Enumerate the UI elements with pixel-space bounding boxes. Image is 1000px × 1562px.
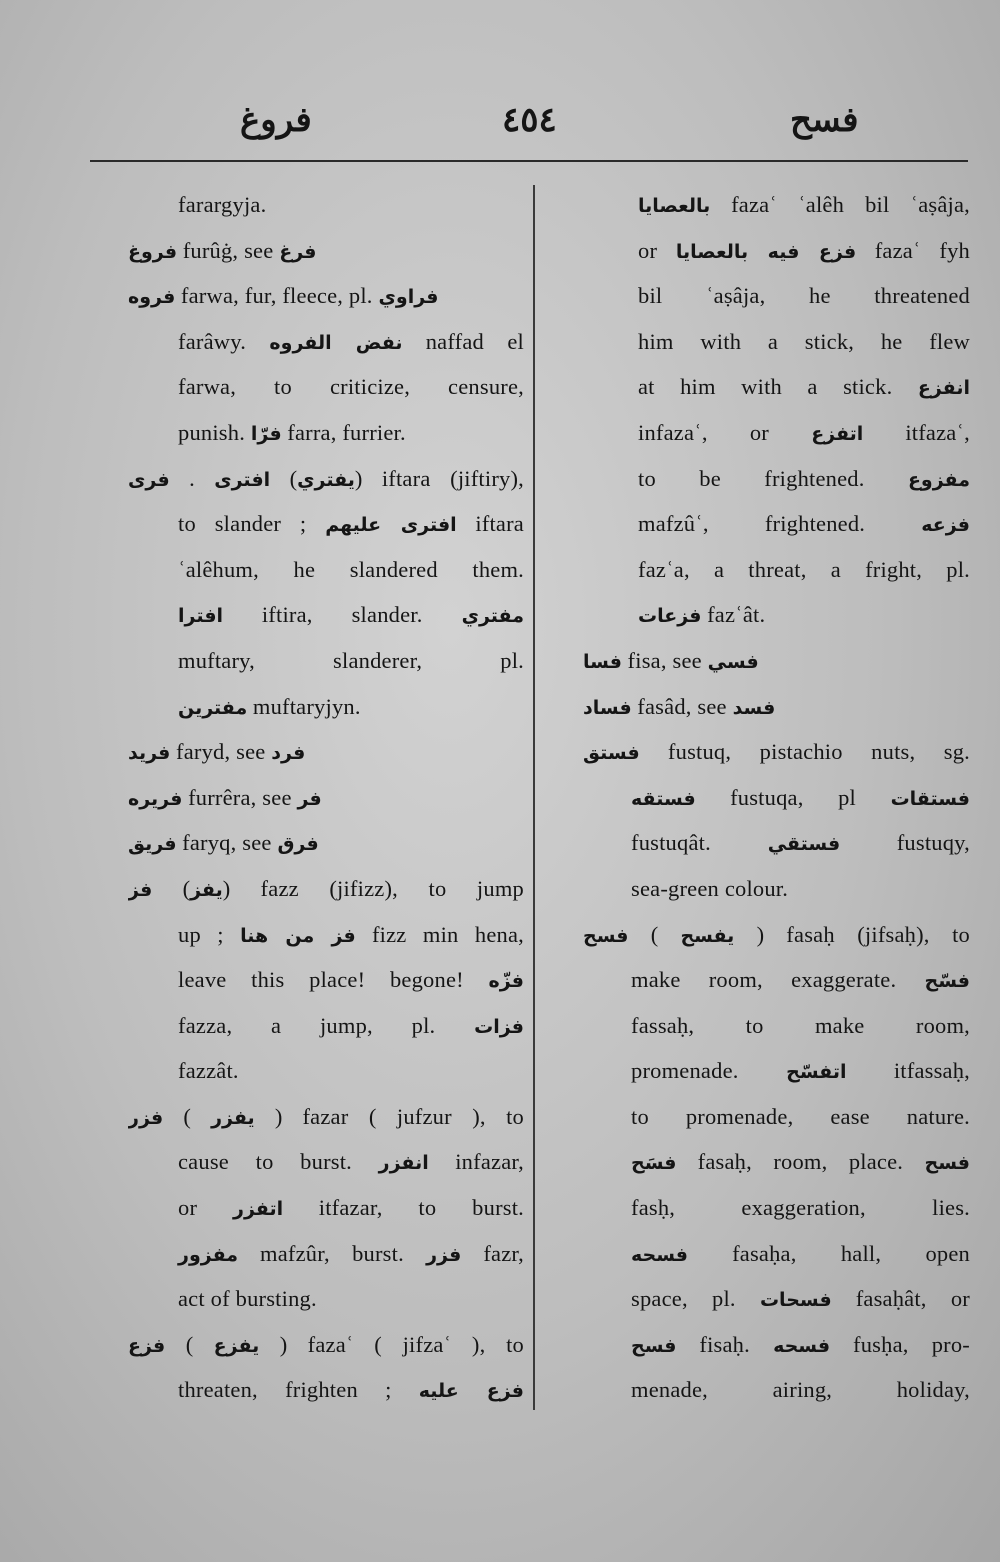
dictionary-line: leave this place! begone! فزّه: [178, 967, 524, 993]
header-right-word: فسح: [790, 102, 859, 139]
dictionary-line: farwa, to criticize, censure,: [178, 374, 524, 400]
dictionary-line: mafzûʿ, frightened. فزعه: [638, 511, 970, 537]
dictionary-line: him with a stick, he flew: [638, 328, 970, 354]
dictionary-line: فروه farwa, fur, fleece, pl. فراوي: [128, 283, 439, 309]
dictionary-line: fazʿa, a threat, a fright, pl.: [638, 556, 970, 582]
dictionary-line: or اتفزر itfazar, to burst.: [178, 1195, 524, 1221]
dictionary-line: فسحه fasaḥa, hall, open: [631, 1240, 970, 1266]
dictionary-line: infazaʿ, or اتفزع itfazaʿ,: [638, 419, 970, 445]
dictionary-line: at him with a stick. انفزع: [638, 374, 970, 400]
page-number: ٤٥٤: [502, 102, 557, 139]
dictionary-line: فسح ( يفسح ) fasaḥ (jifsaḥ), to: [583, 921, 970, 947]
dictionary-line: فرى . افترى (يفتري) iftara (jiftiry),: [128, 465, 524, 491]
left-column: [128, 182, 524, 1413]
dictionary-line: fassaḥ, to make room,: [631, 1012, 970, 1038]
dictionary-line: muftary, slanderer, pl.: [178, 647, 524, 673]
dictionary-line: فز (يفز) fazz (jifizz), to jump: [128, 875, 524, 901]
header-left-word: فروغ: [240, 102, 312, 139]
dictionary-line: space, pl. فسحات fasaḥât, or: [631, 1286, 970, 1312]
dictionary-line: farargyja.: [178, 192, 267, 217]
dictionary-line: to slander ; افترى عليهم iftara: [178, 511, 524, 537]
dictionary-line: punish. فرّا farra, furrier.: [178, 419, 406, 445]
dictionary-line: or فزع فيه بالعصايا fazaʿ fyh: [638, 237, 970, 263]
dictionary-line: فسا fisa, see فسي: [583, 647, 759, 673]
dictionary-line: threaten, frighten ; فزع عليه: [178, 1377, 524, 1403]
dictionary-line: ʿalêhum, he slandered them.: [178, 556, 524, 582]
dictionary-line: فستق fustuq, pistachio nuts, sg.: [583, 739, 970, 765]
dictionary-line: fustuqât. فستقي fustuqy,: [631, 830, 970, 856]
dictionary-line: up ; فز من هنا fizz min hena,: [178, 921, 524, 947]
dictionary-line: بالعصايا fazaʿ ʿalêh bil ʿaṣâja,: [638, 192, 970, 217]
dictionary-line: فزعات fazʿât.: [638, 602, 766, 628]
dictionary-line: farâwy. نفض الفروه naffad el: [178, 328, 524, 354]
dictionary-line: فروغ furûġ, see فرغ: [128, 237, 317, 263]
dictionary-line: fazzât.: [178, 1058, 239, 1084]
column-divider: [533, 185, 535, 1410]
dictionary-line: bil ʿaṣâja, he threatened: [638, 283, 970, 309]
dictionary-line: make room, exaggerate. فسّح: [631, 967, 970, 993]
dictionary-line: مفزور mafzûr, burst. فزر fazr,: [178, 1240, 524, 1266]
dictionary-line: فسَح fasaḥ, room, place. فسح: [631, 1149, 970, 1175]
dictionary-line: فساد fasâd, see فسد: [583, 693, 776, 719]
dictionary-line: menade, airing, holiday,: [631, 1377, 970, 1403]
right-column: [583, 182, 970, 1413]
dictionary-line: مفترين muftaryjyn.: [178, 693, 361, 719]
dictionary-line: فستقه fustuqa, pl فستقات: [631, 784, 970, 810]
dictionary-line: act of bursting.: [178, 1286, 317, 1312]
dictionary-line: promenade. اتفسّح itfassaḥ,: [631, 1058, 970, 1084]
dictionary-line: فزع ( يفزع ) fazaʿ ( jifzaʿ ), to: [128, 1331, 524, 1357]
dictionary-line: فريق faryq, see فرق: [128, 830, 319, 856]
dictionary-line: fasḥ, exaggeration, lies.: [631, 1195, 970, 1221]
dictionary-line: فسح fisaḥ. فسحه fusḥa, pro-: [631, 1331, 970, 1357]
dictionary-line: افترا iftira, slander. مفتري: [178, 602, 524, 628]
dictionary-line: cause to burst. انفزر infazar,: [178, 1149, 524, 1175]
dictionary-line: فريد faryd, see فرد: [128, 739, 306, 765]
dictionary-line: sea-green colour.: [631, 875, 789, 901]
header-rule: [90, 160, 968, 162]
dictionary-line: فريره furrêra, see فر: [128, 784, 322, 810]
running-header: [90, 100, 965, 150]
dictionary-line: فزر ( يفزر ) fazar ( jufzur ), to: [128, 1103, 524, 1129]
dictionary-line: to promenade, ease nature.: [631, 1103, 970, 1129]
dictionary-line: fazza, a jump, pl. فزات: [178, 1012, 524, 1038]
dictionary-line: to be frightened. مفزوع: [638, 465, 970, 491]
